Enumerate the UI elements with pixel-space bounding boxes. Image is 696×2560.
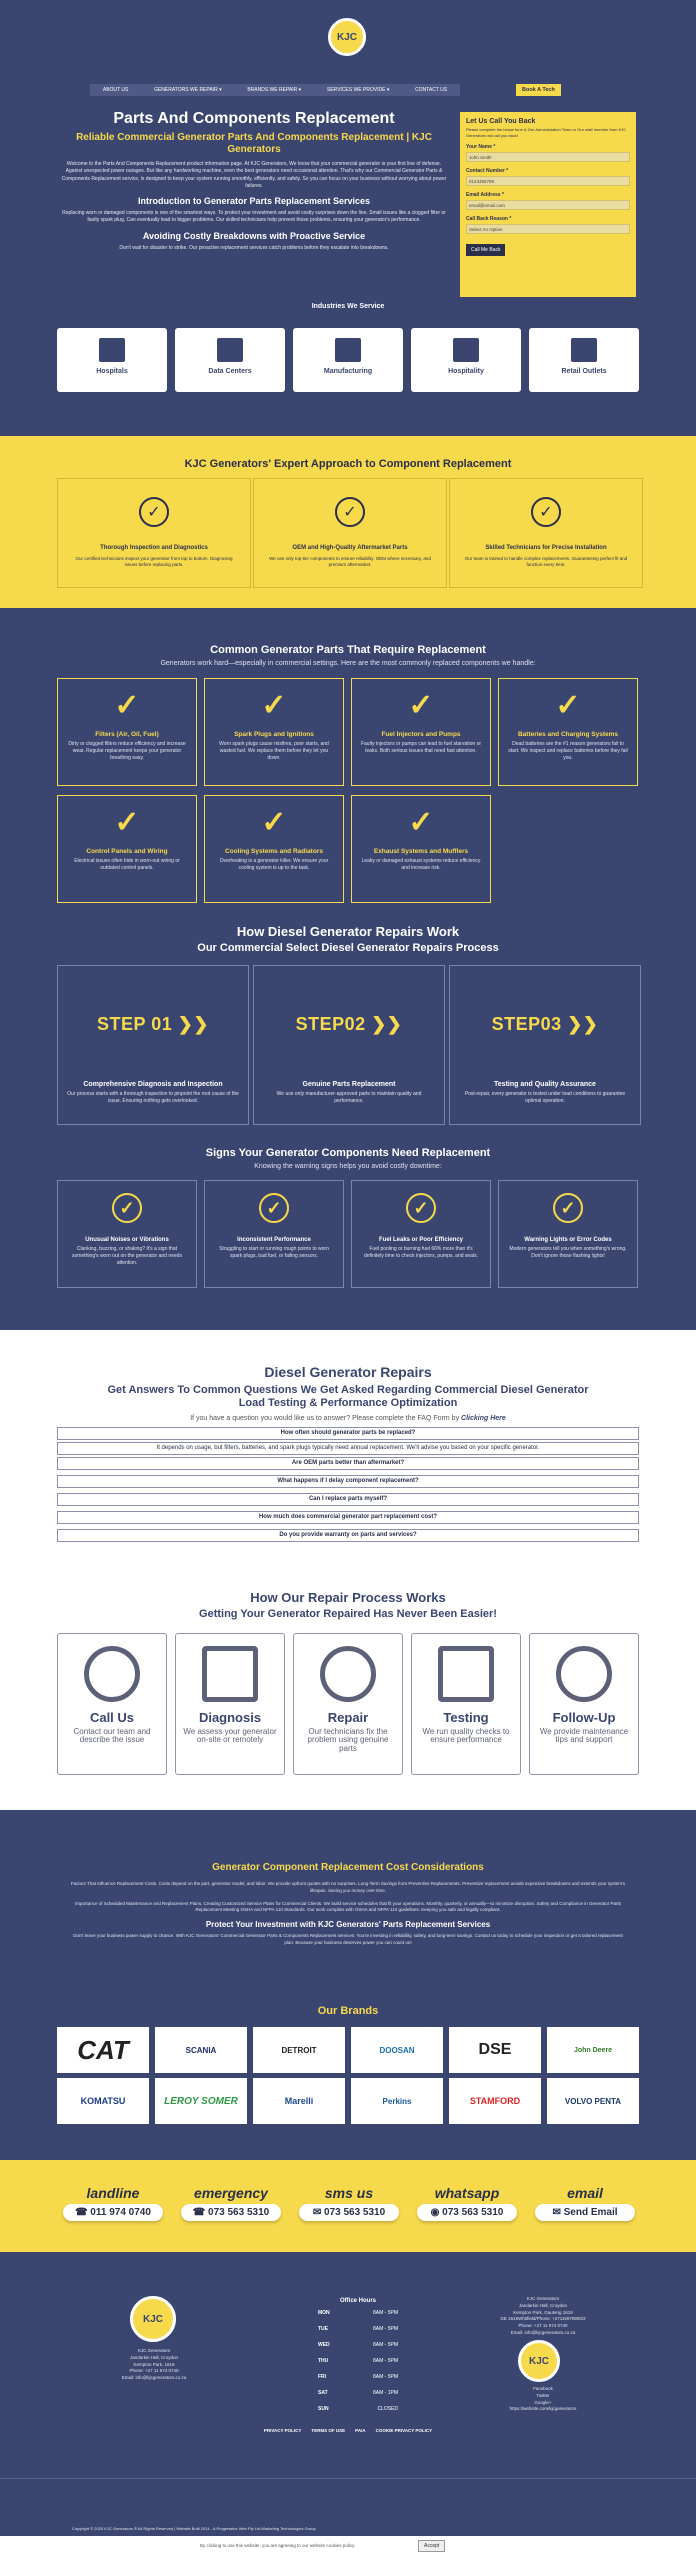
- part-card: ✓ Exhaust Systems and Mufflers Leaky or damaged exhaust systems reduce efficiency and increase risk.: [351, 795, 491, 903]
- cookie-text: By clicking to use this website, you are agreeing to our website cookies policy.: [200, 2543, 356, 2548]
- logo[interactable]: KJC: [328, 18, 366, 56]
- gear-icon: [320, 1646, 376, 1702]
- footer-divider: [0, 2478, 696, 2479]
- mail-icon: ✉: [552, 2207, 564, 2218]
- brand-johndeere[interactable]: John Deere: [547, 2027, 639, 2073]
- cookie-bar: [0, 2536, 696, 2560]
- footer-address-left: KJC Generators Jandarkin Hall, Croydon Kempton Park, 1619 Phone: +27 11 974 0740 Email: info@kjcgenerators.co.za: [121, 2348, 187, 2380]
- facebook-link[interactable]: Facebook: [533, 2386, 553, 2391]
- check-icon: ✓: [531, 497, 561, 527]
- approach-card: ✓ OEM and High-Quality Aftermarket Parts We use only top-tier components to ensure reliability. OEM where necessary, and premium aftermarket.: [253, 478, 447, 588]
- nav-contact[interactable]: CONTACT US: [415, 87, 448, 93]
- brand-doosan[interactable]: DOOSAN: [351, 2027, 443, 2073]
- industry-manufacturing[interactable]: Manufacturing: [293, 328, 403, 392]
- server-icon: [217, 338, 243, 362]
- checklist-icon: [438, 1646, 494, 1702]
- brand-marelli[interactable]: Marelli: [253, 2078, 345, 2124]
- cost-p2: Importance of Scheduled Maintenance and Replacement Plans. Creating Customized Service Plans for Commercial Clients. We build service schedules that fit your operations. Monthly, quarterly, or annually—to minimize disruption. Safety and Compliance in Generator Parts Replacement Meeting OSHA and NFPA 110 Standards. Our work complies with OSHA and NFPA 110 guidelines. Keeping you safe and legally compliant.: [74, 1900, 621, 1913]
- industry-datacenters[interactable]: Data Centers: [175, 328, 285, 392]
- contact-emergency[interactable]: emergency ☎ 073 563 5310: [175, 2185, 287, 2221]
- callback-form: [460, 112, 636, 297]
- hero: [60, 110, 448, 252]
- footer-address-right: KJC Generators Jandarkin Hall, Croydon Kempton Park, Gauteng 1619 GE 1619Whitfield/Phone: +27115970800/2 Phone: +27 11 974 0740 Email: info@kjcgenerators.co.za: [500, 2296, 586, 2335]
- main-nav: [90, 84, 460, 96]
- cookie-link[interactable]: COOKIE PRIVACY POLICY: [375, 2428, 433, 2433]
- submit-button[interactable]: Call Me Back: [466, 244, 505, 256]
- sign-card: ✓ Fuel Leaks or Poor Efficiency Fuel pooling or burning fuel 66% more than it's definitely time to check injectors, pumps, and seals.: [351, 1180, 491, 1288]
- brand-scania[interactable]: SCANIA: [155, 2027, 247, 2073]
- faq-title: Diesel Generator Repairs: [264, 1364, 432, 1380]
- cost-title: Generator Component Replacement Cost Considerations: [212, 1862, 484, 1873]
- privacy-link[interactable]: PRIVACY POLICY: [263, 2428, 302, 2433]
- brand-stamford[interactable]: STAMFORD: [449, 2078, 541, 2124]
- form-title: Let Us Call You Back: [466, 118, 536, 125]
- approach-title: KJC Generators' Expert Approach to Component Replacement: [184, 458, 512, 470]
- copyright: Copyright © 2025 KJC Generators ® All Rights Reserved | Website Built 2014 - A Progressive Web Pty Ltd Marketing Technologies Group: [72, 2526, 316, 2531]
- sign-card: ✓ Unusual Noises or Vibrations Clanking, buzzing, or shaking? It's a sign that something's worn out on the generator and needs attention.: [57, 1180, 197, 1288]
- faq-link[interactable]: Clicking Here: [461, 1415, 506, 1422]
- process-card: Call Us Contact our team and describe the issue: [57, 1633, 167, 1775]
- cost-heading: Protect Your Investment with KJC Generators' Parts Replacement Services: [205, 1920, 491, 1929]
- footer-logo-right[interactable]: KJC: [518, 2340, 560, 2382]
- brands-title: Our Brands: [317, 2005, 379, 2017]
- brand-volvopenta[interactable]: VOLVO PENTA: [547, 2078, 639, 2124]
- part-card: ✓ Cooling Systems and Radiators Overheating is a generator killer. We ensure your cooling system is up to the task.: [204, 795, 344, 903]
- form-note: Please complete the below form & Our Administration Team or Our staff member from KJC Generators will call you back!: [466, 127, 627, 138]
- parts-sub: Generators work hard—especially in commercial settings. Here are the most commonly replaced components we handle:: [160, 660, 536, 667]
- contact-whatsapp[interactable]: whatsapp ◉ 073 563 5310: [411, 2185, 523, 2221]
- part-card: ✓ Spark Plugs and Ignitions Worn spark plugs cause misfires, poor starts, and wasted fuel. We replace them before they let you down.: [204, 678, 344, 786]
- name-label: Your Name *: [466, 144, 496, 151]
- industry-hospitality[interactable]: Hospitality: [411, 328, 521, 392]
- brand-dse[interactable]: DSE: [449, 2027, 541, 2073]
- part-card: ✓ Filters (Air, Oil, Fuel) Dirty or clogged filters reduce efficiency and increase wear. Regular replacement keeps your generator breathing easy.: [57, 678, 197, 786]
- footer-social: [478, 2386, 608, 2413]
- paia-link[interactable]: PAIA: [355, 2428, 366, 2433]
- twitter-link[interactable]: Twitter: [536, 2392, 550, 2398]
- factory-icon: [335, 338, 361, 362]
- signs-title: Signs Your Generator Components Need Replacement: [205, 1147, 491, 1159]
- terms-link[interactable]: TERMS OF USE: [311, 2428, 346, 2433]
- nav-services[interactable]: SERVICES WE PROVIDE ▾: [326, 87, 390, 93]
- check-icon: ✓: [335, 497, 365, 527]
- google-link[interactable]: Google+: [534, 2399, 552, 2405]
- office-hours: Office Hours MON 8AM - 5PM TUE 8AM - 5PM WED 8AM - 5PM THU 8AM - 5PM FRI 8AM - 5PM SAT 8AM - 1PM SUN CLOSED: [318, 2298, 398, 2412]
- reason-select[interactable]: Select An Option: [466, 224, 630, 234]
- intro-heading: Introduction to Generator Parts Replacement Services: [137, 196, 371, 206]
- industry-hospitals[interactable]: Hospitals: [57, 328, 167, 392]
- contact-label: Contact Number *: [466, 168, 509, 175]
- hotel-icon: [453, 338, 479, 362]
- faq-item[interactable]: Do you provide warranty on parts and services?: [57, 1529, 639, 1542]
- parts-title: Common Generator Parts That Require Replacement: [210, 644, 486, 656]
- contact-sms[interactable]: sms us ✉ 073 563 5310: [293, 2185, 405, 2221]
- phone-icon: [84, 1646, 140, 1702]
- industry-retail[interactable]: Retail Outlets: [529, 328, 639, 392]
- process-card: Testing We run quality checks to ensure performance: [411, 1633, 521, 1775]
- contact-input[interactable]: 0123456789: [466, 176, 630, 186]
- faq-item[interactable]: How much does commercial generator part replacement cost?: [57, 1511, 639, 1524]
- process-card: Diagnosis We assess your generator on-site or remotely: [175, 1633, 285, 1775]
- faq-item[interactable]: Can I replace parts myself?: [57, 1493, 639, 1506]
- nav-brands[interactable]: BRANDS WE REPAIR ▾: [247, 87, 302, 93]
- header: [0, 0, 696, 108]
- nav-generators[interactable]: GENERATORS WE REPAIR ▾: [154, 87, 222, 93]
- brand-detroit[interactable]: DETROIT: [253, 2027, 345, 2073]
- cost-p1: Factors That Influence Replacement Costs. Costs depend on the part, generator model, and labor. We provide upfront quotes with no surprises. Long-Term Savings from Preventive Replacements. Preventive replacement avoids expensive breakdowns and extends your system's lifespan. Saving you money over time.: [70, 1881, 626, 1893]
- whatsapp-icon: ◉: [430, 2207, 443, 2218]
- cost-p3: Don't leave your business power supply to chance. With KJC Generators' Commercial Generator Parts & Components Replacement services. You're investing in reliability, safety, and long-term savings. Contact us today to schedule your inspection or get a tailored replacement plan. Because your business deserves power you can count on!: [73, 1933, 623, 1945]
- support-icon: [556, 1646, 612, 1702]
- approach-card: ✓ Skilled Technicians for Precise Installation Our team is trained to handle complex replacements. Guaranteeing perfect fit and function every time.: [449, 478, 643, 588]
- email-input[interactable]: email@email.com: [466, 200, 630, 210]
- intro-text: Replacing worn or damaged components is one of the smartest ways. To protect your investment and avoid costly surprises down the line. Small issues like a clogged filter or faulty spark plug, Can eventually lead to bigger problems. Our skilled technicians help prevent those problems, ensuring your generator's performance.: [62, 210, 446, 224]
- process-card: Follow-Up We provide maintenance tips and support: [529, 1633, 639, 1775]
- industries-title: Industries We Service: [311, 303, 385, 310]
- footer-logo[interactable]: KJC: [130, 2296, 176, 2342]
- book-tech-button[interactable]: Book A Tech: [516, 84, 561, 96]
- hospital-icon: [99, 338, 125, 362]
- steps-title: How Diesel Generator Repairs Work: [236, 924, 460, 939]
- email-label: Email Address *: [466, 192, 504, 199]
- cost-section: [70, 1862, 626, 1947]
- faq-intro: If you have a question you would like us to answer? Please complete the FAQ Form by Clicking Here: [190, 1415, 506, 1422]
- faq-sub: Get Answers To Common Questions We Get Asked Regarding Commercial Diesel Generator Load Testing & Performance Optimization: [107, 1384, 589, 1410]
- brand-perkins[interactable]: Perkins: [351, 2078, 443, 2124]
- contact-email[interactable]: email ✉ Send Email: [529, 2185, 641, 2221]
- faq-answer: It depends on usage, but filters, batteries, and spark plugs typically need annual replacement. We'll advise you based on your specific generator.: [57, 1442, 639, 1455]
- chat-icon: ✉: [312, 2207, 324, 2218]
- nav-about[interactable]: ABOUT US: [102, 87, 129, 93]
- website-link[interactable]: https://website.com/kjcgenerators: [509, 2406, 577, 2412]
- name-input[interactable]: John Smith: [466, 152, 630, 162]
- step-card: STEP03 ❯❯ Testing and Quality Assurance Post-repair, every generator is tested under load conditions to guarantee optimal operation.: [449, 965, 641, 1125]
- proactive-text: Don't wait for disaster to strike. Our proactive replacement services catch problems before they escalate into breakdowns.: [119, 244, 389, 251]
- proactive-heading: Avoiding Costly Breakdowns with Proactive Service: [142, 230, 366, 241]
- process-sub: Getting Your Generator Repaired Has Never Been Easier!: [199, 1608, 497, 1620]
- hero-intro: Welcome to the Parts And Components Replacement product information page. At KJC Generators, We know that your commercial generator is your first line of defense. Against unexpected power outages. But like any hardworking machine, even the best generators need occasional attention. That's why our Commercial Generator Parts & Components Replacement service, is designed to keep your system running smoothly, efficiently, and safely. So you can focus on your business without worrying about power failures.: [61, 161, 447, 189]
- check-icon: ✓: [139, 497, 169, 527]
- faq-item[interactable]: What happens if I delay component replacement?: [57, 1475, 639, 1488]
- signs-sub: Knowing the warning signs helps you avoid costly downtime:: [254, 1163, 442, 1170]
- faq-item[interactable]: How often should generator parts be replaced?: [57, 1427, 639, 1440]
- process-card: Repair Our technicians fix the problem using genuine parts: [293, 1633, 403, 1775]
- approach-card: ✓ Thorough Inspection and Diagnostics Our certified technicians inspect your generator from top to bottom. Diagnosing issues before replacing parts.: [57, 478, 251, 588]
- phone-icon: ☎: [192, 2207, 209, 2218]
- cookie-accept-button[interactable]: Accept: [418, 2540, 445, 2552]
- brand-cat[interactable]: CAT: [57, 2027, 149, 2073]
- reason-label: Call Back Reason *: [466, 216, 512, 223]
- part-card: ✓ Fuel Injectors and Pumps Faulty injectors or pumps can lead to fuel starvation or leaks. Both serious issues that need fast attention.: [351, 678, 491, 786]
- part-card: ✓ Batteries and Charging Systems Dead batteries are the #1 reason generators fail to start. We inspect and replace batteries before they fail you.: [498, 678, 638, 786]
- part-card: ✓ Control Panels and Wiring Electrical issues often hide in worn-out wiring or outdated control panels.: [57, 795, 197, 903]
- store-icon: [571, 338, 597, 362]
- sign-card: ✓ Inconsistent Performance Struggling to start or running rough points to worn spark plugs, bad fuel, or failing sensors.: [204, 1180, 344, 1288]
- clipboard-icon: [202, 1646, 258, 1702]
- sign-card: ✓ Warning Lights or Error Codes Modern generators tell you when something's wrong. Don't ignore those flashing lights!: [498, 1180, 638, 1288]
- step-card: STEP 01 ❯❯ Comprehensive Diagnosis and Inspection Our process starts with a thorough inspection to pinpoint the root cause of the issue. Ensuring nothing gets overlooked.: [57, 965, 249, 1125]
- step-card: STEP02 ❯❯ Genuine Parts Replacement We use only manufacturer-approved parts to maintain quality and performance.: [253, 965, 445, 1125]
- contact-landline[interactable]: landline ☎ 011 974 0740: [57, 2185, 169, 2221]
- page-title: Parts And Components Replacement: [113, 110, 395, 127]
- brand-komatsu[interactable]: KOMATSU: [57, 2078, 149, 2124]
- hero-subtitle: Reliable Commercial Generator Parts And Components Replacement | KJC Generators: [76, 132, 432, 155]
- phone-icon: ☎: [75, 2207, 91, 2218]
- process-title: How Our Repair Process Works: [250, 1590, 446, 1605]
- steps-sub: Our Commercial Select Diesel Generator Repairs Process: [197, 942, 499, 954]
- footer-links: [0, 2428, 696, 2433]
- faq-item[interactable]: Are OEM parts better than aftermarket?: [57, 1457, 639, 1470]
- brand-leroysomer[interactable]: LEROY SOMER: [155, 2078, 247, 2124]
